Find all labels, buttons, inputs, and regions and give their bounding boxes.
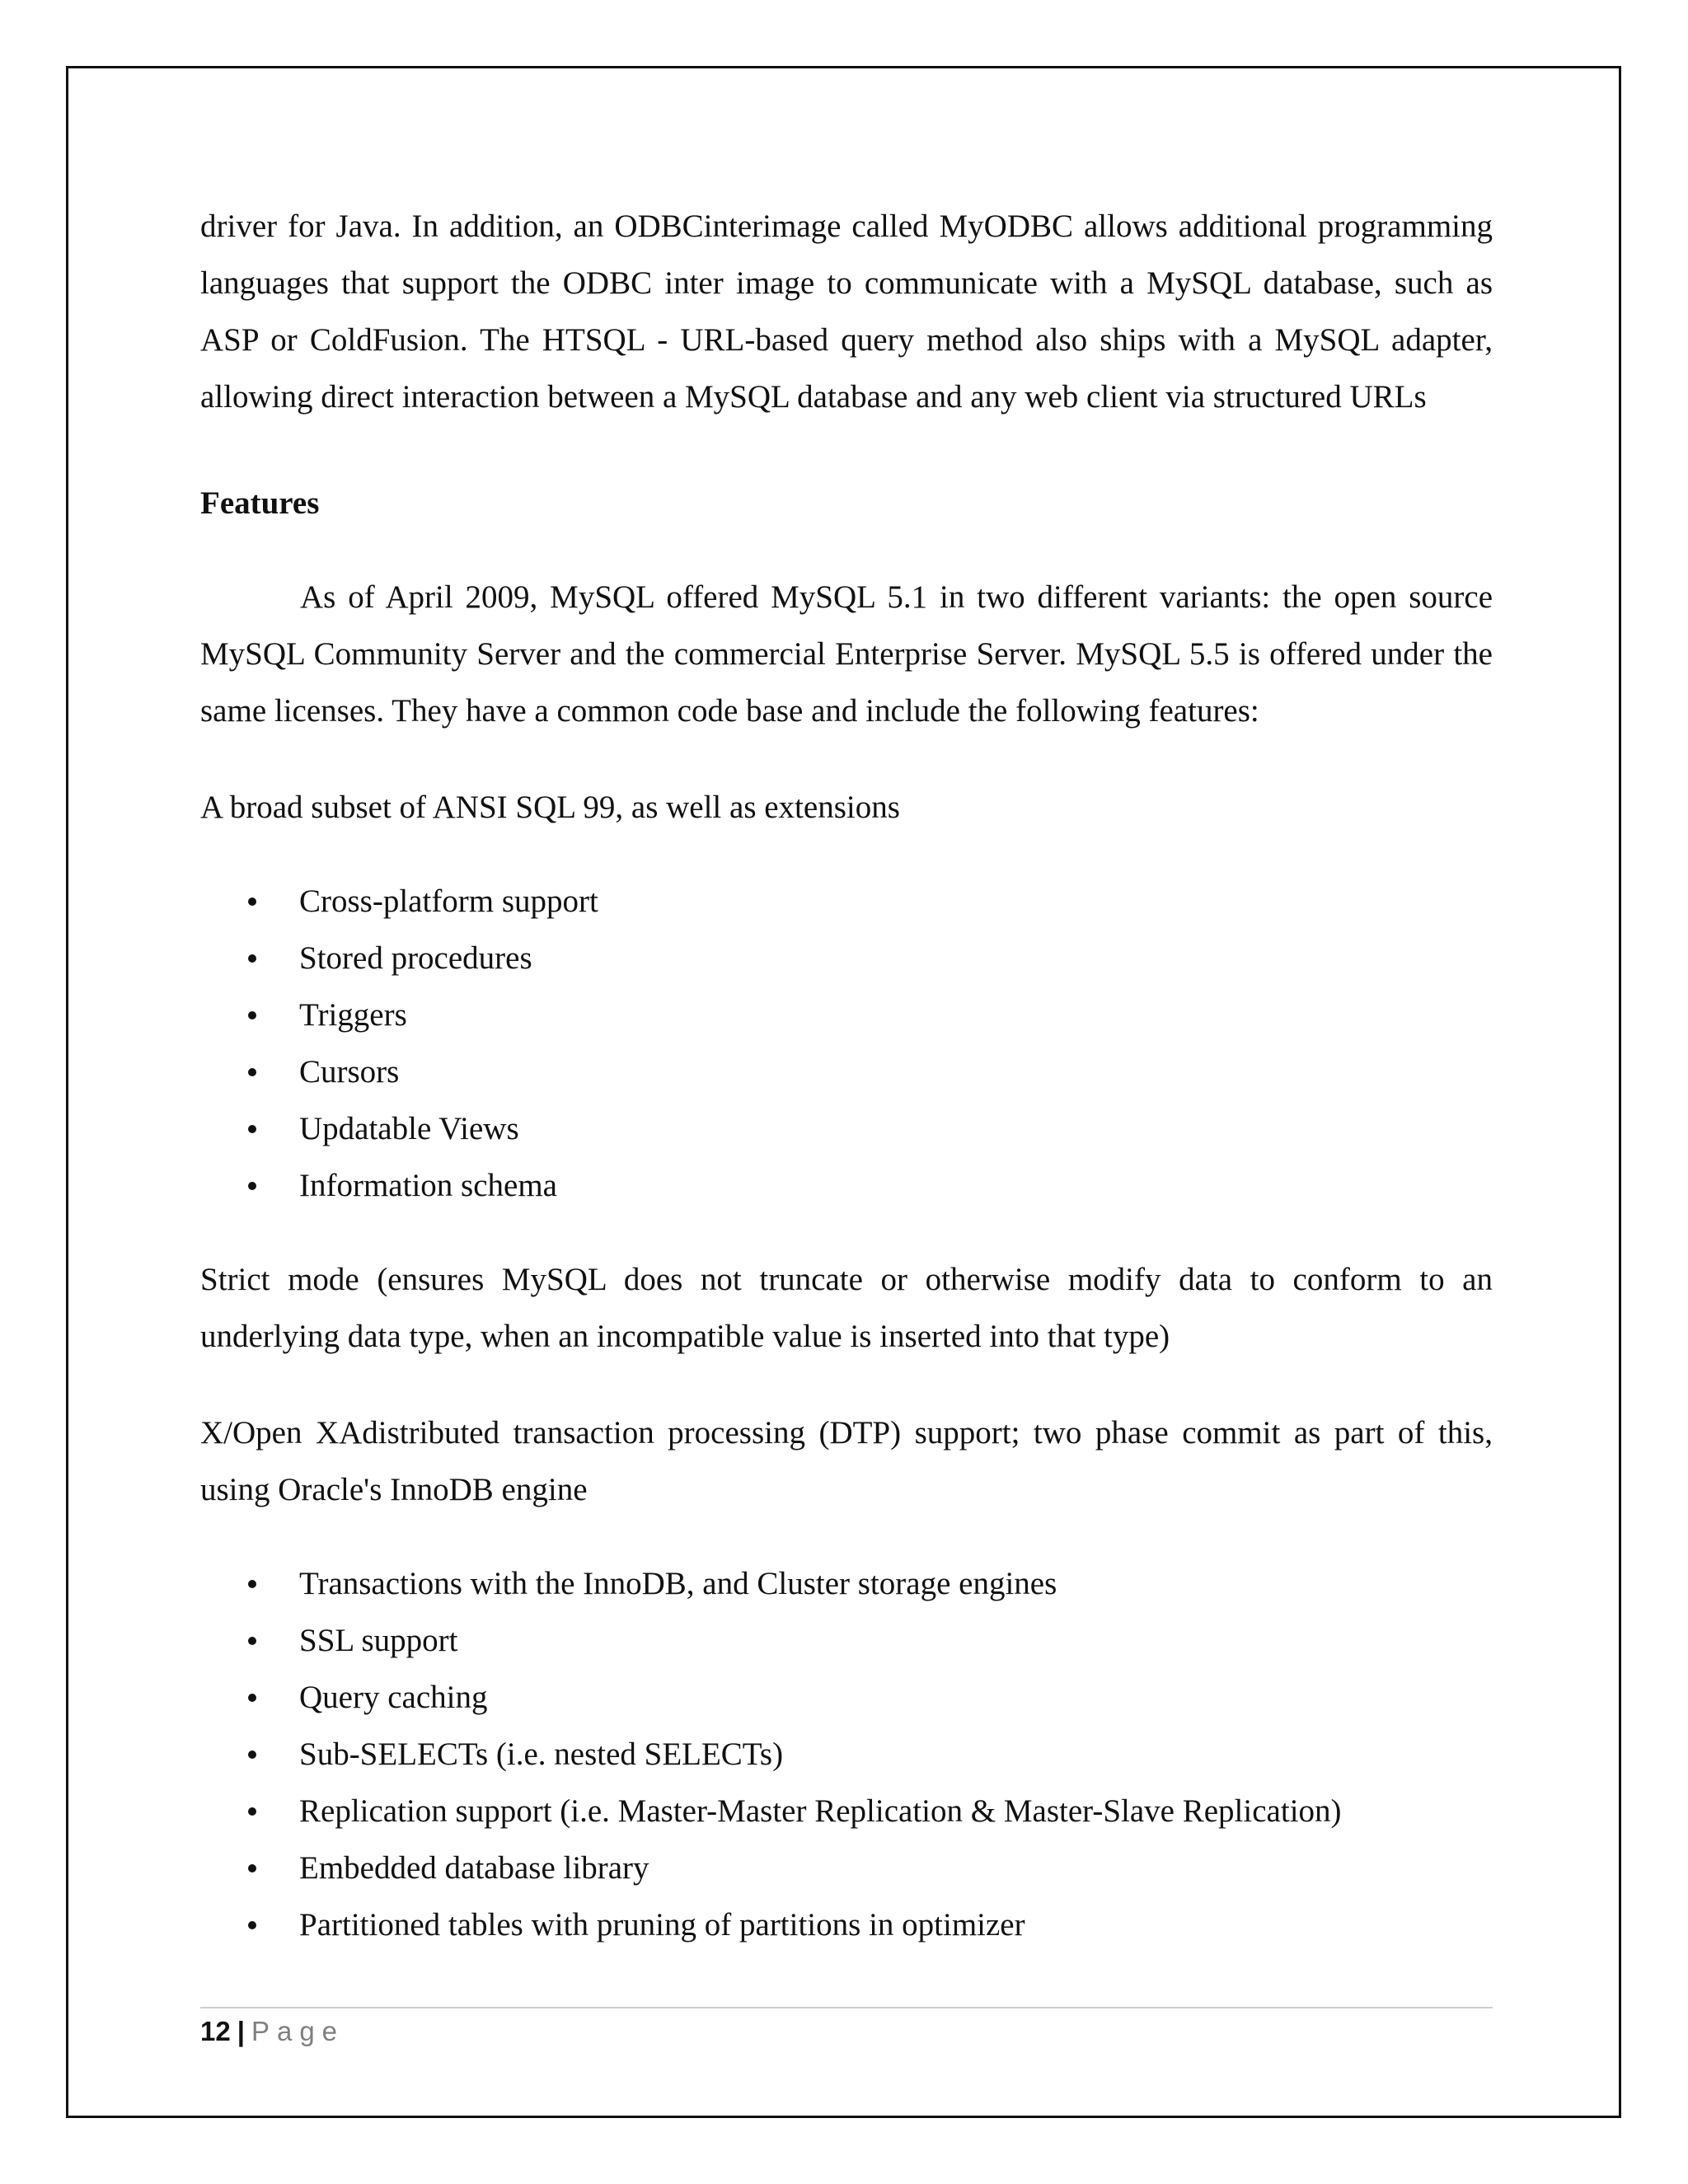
intro-line: languages that support the ODBC inter image to communicate with a MySQL database, such as (200, 265, 1493, 301)
page-label: Page (251, 2016, 345, 2046)
list-item: Replication support (i.e. Master-Master Replication & Master-Slave Replication) (200, 1783, 1493, 1840)
features-intro-paragraph: As of April 2009, MySQL offered MySQL 5.1 in two different variants: the open source MySQL Community Server and the commercial Enterprise Server. MySQL 5.5 is offered under the same licenses. They have a common code base and include the following features: (200, 579, 1493, 729)
bullet-icon (248, 1580, 256, 1588)
page-footer (200, 2011, 345, 2052)
xa-paragraph: X/Open XAdistributed transaction processing (DTP) support; two phase commit as part of this, using Oracle's InnoDB engine (200, 1415, 1493, 1507)
list-item: Transactions with the InnoDB, and Cluster storage engines (200, 1555, 1493, 1612)
list-item: Stored procedures (200, 930, 1493, 987)
bullet-icon (248, 898, 256, 906)
bullet-icon (248, 954, 256, 963)
document-body (200, 198, 1493, 1953)
list-item: Cursors (200, 1043, 1493, 1100)
bullet-icon (248, 1864, 256, 1872)
bullet-icon (248, 1068, 256, 1076)
intro-line: driver for Java. In addition, an ODBCinterimage called MyODBC allows additional programming (200, 209, 1493, 244)
bullet-icon (248, 1807, 256, 1816)
bullet-icon (248, 1182, 256, 1190)
list-item: Information schema (200, 1157, 1493, 1214)
bullet-icon (248, 1011, 256, 1019)
bullet-icon (248, 1125, 256, 1133)
list-item: Query caching (200, 1669, 1493, 1726)
strict-mode-paragraph: Strict mode (ensures MySQL does not truncate or otherwise modify data to conform to an underlying data type, when an incompatible value is inserted into that type) (200, 1262, 1493, 1354)
ansi-line: A broad subset of ANSI SQL 99, as well as extensions (200, 790, 900, 825)
feature-list-2 (200, 1555, 1493, 1953)
list-item: Partitioned tables with pruning of partitions in optimizer (200, 1896, 1493, 1953)
list-item: Cross-platform support (200, 873, 1493, 930)
bullet-icon (248, 1694, 256, 1702)
footer-separator: | (237, 2016, 245, 2046)
features-heading: Features (200, 485, 320, 521)
page-number: 12 (200, 2016, 231, 2046)
bullet-icon (248, 1637, 256, 1645)
intro-line: ASP or ColdFusion. The HTSQL - URL-based query method also ships with a MySQL adapter, (200, 322, 1493, 358)
list-item: Sub-SELECTs (i.e. nested SELECTs) (200, 1726, 1493, 1783)
list-item: Embedded database library (200, 1840, 1493, 1896)
bullet-icon (248, 1750, 256, 1759)
bullet-icon (248, 1921, 256, 1929)
list-item: Triggers (200, 987, 1493, 1043)
intro-line: allowing direct interaction between a MySQL database and any web client via structured URLs (200, 379, 1427, 415)
feature-list-1 (200, 873, 1493, 1214)
intro-paragraph (200, 198, 1493, 425)
list-item: SSL support (200, 1612, 1493, 1669)
list-item: Updatable Views (200, 1100, 1493, 1157)
footer-divider (200, 2007, 1493, 2008)
